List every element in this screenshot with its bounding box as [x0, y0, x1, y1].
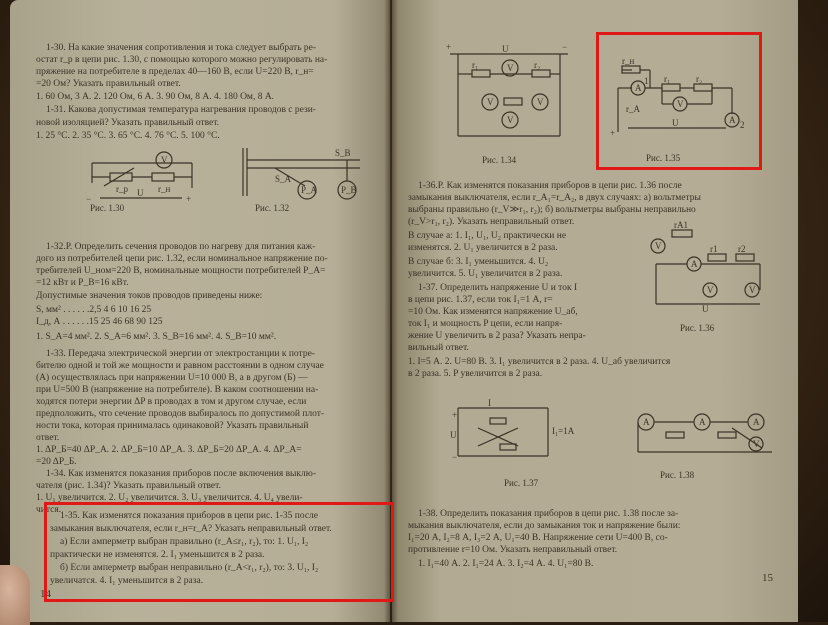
svg-text:A: A: [699, 417, 706, 427]
page-number: 14: [40, 588, 51, 600]
figure-1-32: [235, 146, 365, 204]
text-line: 1-32.Р. Определить сечения проводов по нагреву для питания каж-: [46, 242, 316, 252]
text-line: ответ.: [36, 433, 60, 443]
svg-text:A: A: [753, 417, 760, 427]
text-line: Допустимые значения токов проводов приведены ниже:: [36, 291, 263, 301]
text-line: 1-36.Р. Как изменятся показания приборов в цепи рис. 1.36 после: [418, 181, 682, 191]
svg-text:+: +: [186, 194, 192, 204]
text-line: S, мм² . . . . . .2,5 4 6 10 16 25: [36, 305, 152, 315]
svg-text:r_н: r_н: [158, 184, 171, 194]
text-line: ности тока, которая принималась одинаковой? Указать правильный: [36, 421, 309, 431]
figure-1-37: [448, 398, 575, 466]
text-line: 1. 60 Ом, 3 А. 2. 120 Ом, 6 А. 3. 90 Ом, 8 А. 4. 180 Ом, 8 А.: [36, 92, 275, 102]
svg-text:r_A: r_A: [626, 104, 640, 114]
svg-text:S_B: S_B: [335, 148, 351, 158]
figure-caption: Рис. 1.34: [482, 155, 517, 165]
svg-text:I: I: [488, 398, 491, 408]
thumb: [0, 565, 30, 625]
svg-text:1: 1: [644, 76, 649, 86]
text-line: (r_V>r₁, r₂). Указать неправильный ответ.: [408, 217, 575, 227]
text-line: 1-33. Передача электрической энергии от электростанции к потре-: [46, 349, 315, 359]
text-line: требителей U_ном=220 В, номинальные мощности потребителей P_A=: [36, 266, 326, 276]
text-line: замыкания выключателя, если r_А₁=r_А₂, в двух случаях: а) вольтметры: [408, 193, 701, 203]
svg-text:+: +: [446, 42, 452, 52]
text-line: =20 Ом? Указать правильный ответ.: [36, 79, 181, 89]
text-line: новой изоляцией? Указать правильный ответ.: [36, 118, 220, 128]
figure-1-36: [650, 220, 770, 314]
text-line: чится.: [36, 505, 62, 515]
text-line: =10 Ом. Как изменятся напряжение U_аб,: [408, 307, 578, 317]
text-line: ток I₁ и мощность P цепи, если напря-: [408, 319, 563, 329]
svg-text:I₁=1А: I₁=1А: [552, 426, 575, 436]
text-line: 1. S_A=4 мм². 2. S_A=6 мм². 3. S_B=16 мм². 4. S_B=10 мм².: [36, 332, 277, 342]
text-line: ходятся потери энергии ΔP в проводах в том и другом случае, если: [36, 397, 307, 407]
svg-text:V: V: [161, 155, 168, 165]
svg-text:V: V: [507, 63, 514, 73]
svg-text:V: V: [753, 439, 760, 449]
text-line: (А) осуществлялась при напряжении U=10 000 В, а в другом (Б) —: [36, 373, 308, 383]
text-line: I₁=20 А, I₂=8 А, I₃=2 А, U₁=40 В. Напряжение сети U=400 В, со-: [408, 533, 668, 543]
text-line: увеличится. 5. U₁ увеличится в 2 раза.: [408, 269, 563, 279]
svg-text:r2: r2: [738, 244, 746, 254]
svg-text:−: −: [86, 194, 92, 204]
svg-text:U: U: [672, 118, 679, 128]
text-line: бителю одной и той же мощности и равном расстоянии в одном случае: [36, 361, 324, 371]
svg-text:V: V: [537, 97, 544, 107]
text-line: 1. I₁=40 А. 2. I₁=24 А. 3. I₂=4 А. 4. U₁=80 В.: [418, 559, 594, 569]
text-line: 1-38. Определить показания приборов в цепи рис. 1.38 после за-: [418, 509, 679, 519]
svg-text:S_A: S_A: [275, 174, 292, 184]
svg-text:rA1: rA1: [674, 220, 688, 230]
text-line: выбраны правильно (r_V≫r₁, r₂); б) вольтметры выбраны неправильно: [408, 205, 696, 215]
text-line: 1-34. Как изменятся показания приборов после включения выклю-: [46, 469, 317, 479]
svg-text:r1: r1: [710, 244, 718, 254]
highlighted-text-line: 1-35. Как изменятся показания приборов в цепи рис. 1-35 после: [60, 511, 318, 521]
figure-1-38: [632, 408, 782, 466]
svg-text:r₂: r₂: [696, 74, 703, 84]
svg-text:P_B: P_B: [341, 185, 357, 195]
svg-text:−: −: [452, 452, 458, 462]
figure-caption: Рис. 1.36: [680, 323, 715, 333]
text-line: 1. I=5 А. 2. U=80 В. 3. I₁ увеличится в 2 раза. 4. U_аб увеличится: [408, 357, 671, 367]
text-line: 1. U₁ увеличится. 2. U₂ увеличится. 3. U₃ увеличится. 4. U₄ увели-: [36, 493, 303, 503]
text-line: мыкания выключателя, если до замыкания ток и напряжение были:: [408, 521, 681, 531]
svg-text:r_н: r_н: [622, 56, 635, 66]
text-line: В случае б: 3. I₁ уменьшится. 4. U₂: [408, 257, 549, 267]
highlight-box-figure-1-35: [596, 32, 762, 170]
page-number: 15: [762, 572, 773, 584]
text-line: в цепи рис. 1.37, если ток I₁=1 А, r=: [408, 295, 553, 305]
figure-caption: Рис. 1.38: [660, 470, 695, 480]
highlight-box-problem-1-35: [44, 502, 394, 602]
svg-text:V: V: [707, 285, 714, 295]
figure-1-30: [82, 148, 202, 202]
svg-text:A: A: [635, 83, 642, 93]
highlighted-text-line: б) Если амперметр выбран неправильно (r_А<r₁, r₂), то: 3. U₁, I₂: [60, 563, 319, 573]
figure-caption: Рис. 1.35: [646, 153, 681, 163]
svg-text:A: A: [643, 417, 650, 427]
text-line: вильный ответ.: [408, 343, 469, 353]
text-line: в 2 раза. 5. P увеличится в 2 раза.: [408, 369, 543, 379]
svg-text:U: U: [502, 44, 509, 54]
text-line: =20 ΔP_Б.: [36, 457, 77, 467]
text-line: при U=500 В (напряжение на потребителе). В каком соотношении на-: [36, 385, 319, 395]
text-line: 1. ΔP_Б=40 ΔP_А. 2. ΔP_Б=10 ΔP_А. 3. ΔP_Б=20 ΔP_А. 4. ΔP_А=: [36, 445, 302, 455]
text-line: 1-30. На какие значения сопротивления и тока следует выбрать ре-: [46, 43, 317, 53]
text-line: 1. 25 °С. 2. 35 °С. 3. 65 °С. 4. 76 °С. 5. 100 °С.: [36, 131, 220, 141]
highlighted-text-line: а) Если амперметр выбран правильно (r_А≤r₁, r₂), то: 1. U₁, I₂: [60, 537, 309, 547]
svg-text:V: V: [655, 241, 662, 251]
text-line: В случае а: 1. I₁, U₁, U₂ практически не: [408, 231, 567, 241]
text-line: жение U увеличить в 2 раза? Указать непра-: [408, 331, 586, 341]
svg-text:+: +: [452, 410, 458, 420]
highlighted-text-line: замыкания выключателя, если r_н=r_А? Указать неправильный ответ.: [50, 524, 332, 534]
figure-caption: Рис. 1.30: [90, 203, 125, 213]
svg-text:A: A: [729, 115, 736, 125]
text-line: 1-31. Какова допустимая температура нагревания проводов с рези-: [46, 105, 316, 115]
text-line: предположить, что сечение проводов выбиралось по допустимой плот-: [36, 409, 325, 419]
svg-text:r_p: r_p: [116, 184, 128, 194]
svg-text:2: 2: [740, 120, 745, 130]
text-line: остат r_p в цепи рис. 1.30, с помощью которого можно регулировать на-: [36, 55, 328, 65]
svg-text:U: U: [137, 188, 144, 198]
text-line: 1-37. Определить напряжение U и ток I: [418, 283, 578, 293]
highlighted-text-line: увеличатся. 4. I₁ уменьшится в 2 раза.: [50, 576, 204, 586]
figure-caption: Рис. 1.32: [255, 203, 290, 213]
figure-caption: Рис. 1.37: [504, 478, 539, 488]
svg-text:r₂: r₂: [534, 60, 541, 70]
text-line: дого из потребителей цепи рис. 1.32, если номинальное напряжение по-: [36, 254, 328, 264]
svg-text:V: V: [749, 285, 756, 295]
svg-text:U: U: [450, 430, 457, 440]
text-line: противление r=10 Ом. Указать неправильный ответ.: [408, 545, 618, 555]
text-line: =12 кВт и P_B=16 кВт.: [36, 278, 129, 288]
svg-text:V: V: [677, 99, 684, 109]
svg-text:−: −: [562, 42, 568, 52]
highlighted-text-line: практически не изменятся. 2. I₁ уменьшится в 2 раза.: [50, 550, 265, 560]
svg-text:+: +: [610, 128, 616, 138]
text-line: I_д, А . . . . . .15 25 46 68 90 125: [36, 317, 163, 327]
svg-text:A: A: [691, 259, 698, 269]
svg-text:r₁: r₁: [664, 74, 671, 84]
svg-text:U: U: [702, 304, 709, 314]
figure-1-34: [444, 40, 574, 150]
svg-text:r₁: r₁: [472, 60, 479, 70]
text-line: изменятся. 2. U₁ увеличится в 2 раза.: [408, 243, 558, 253]
svg-text:V: V: [487, 97, 494, 107]
svg-text:V: V: [507, 115, 514, 125]
svg-text:P_A: P_A: [301, 185, 318, 195]
text-line: пряжение на потребителе в пределах 40—160 В, если U=220 В, r_н=: [36, 67, 314, 77]
text-line: чателя (рис. 1.34)? Указать правильный ответ.: [36, 481, 221, 491]
